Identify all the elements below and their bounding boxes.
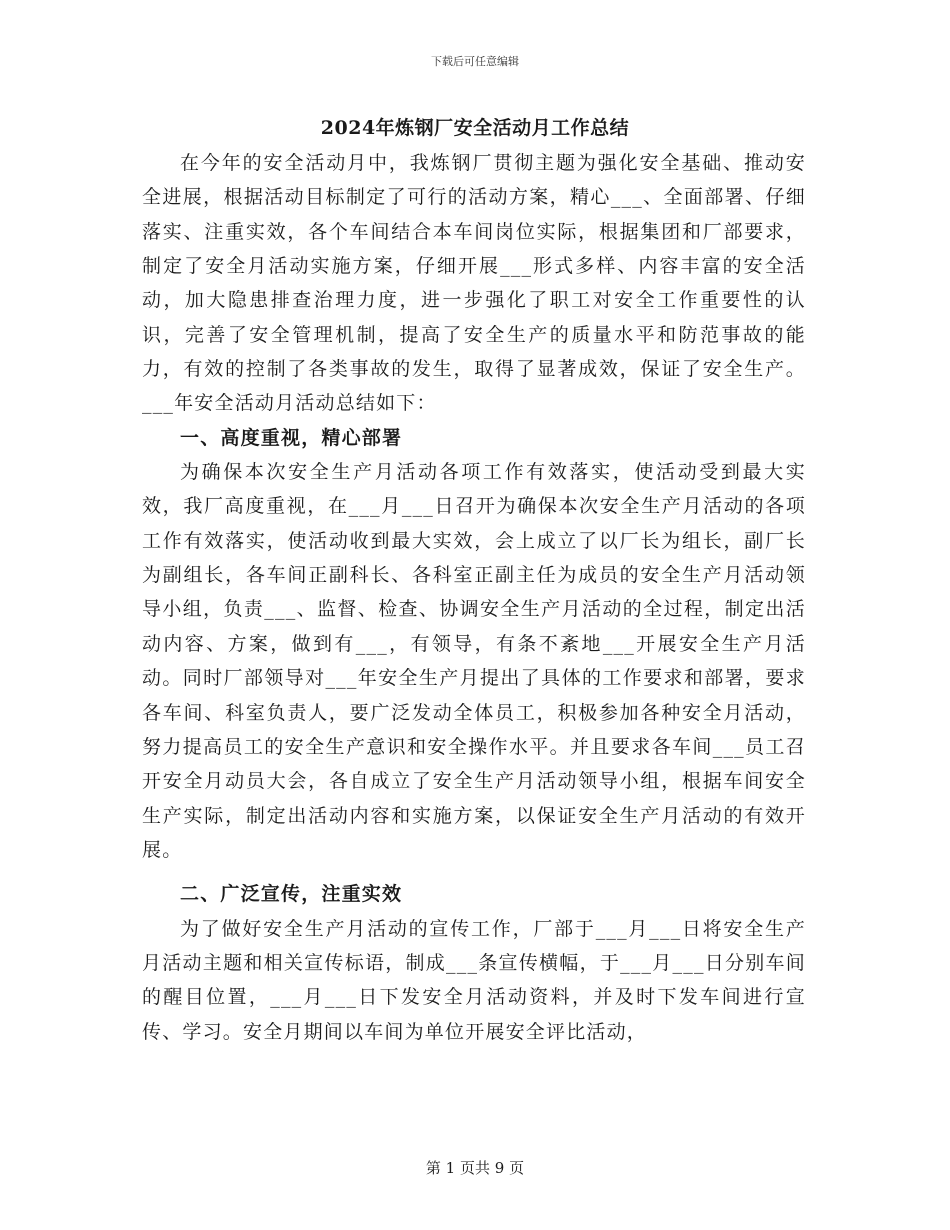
document-body xyxy=(142,146,806,1049)
page-header-note: 下载后可任意编辑 xyxy=(431,55,519,68)
section-1-paragraph: 为确保本次安全生产月活动各项工作有效落实，使活动受到最大实效，我厂高度重视，在___月___日召开为确保本次安全生产月活动的各项工作有效落实，使活动收到最大实效，会上成立了以厂长为组长，副厂长为副组长，各车间正副科长、各科室正副主任为成员的安全生产月活动领导小组，负责___、监督、检查、协调安全生产月活动的全过程，制定出活动内容、方案，做到有___，有领导，有条不紊地___开展安全生产月活动。同时厂部领导对___年安全生产月提出了具体的工作要求和部署，要求各车间、科室负责人，要广泛发动全体员工，积极参加各种安全月活动，努力提高员工的安全生产意识和安全操作水平。并且要求各车间___员工召开安全月动员大会，各自成立了安全生产月活动领导小组，根据车间安全生产实际，制定出活动内容和实施方案，以保证安全生产月活动的有效开展。 xyxy=(142,461,806,861)
intro-paragraph: 在今年的安全活动月中，我炼钢厂贯彻主题为强化安全基础、推动安全进展，根据活动目标制定了可行的活动方案，精心___、全面部署、仔细落实、注重实效，各个车间结合本车间岗位实际，根据集团和厂部要求，制定了安全月活动实施方案，仔细开展___形式多样、内容丰富的安全活动，加大隐患排查治理力度，进一步强化了职工对安全工作重要性的认识，完善了安全管理机制，提高了安全生产的质量水平和防范事故的能力，有效的控制了各类事故的发生，取得了显著成效，保证了安全生产。___年安全活动月活动总结如下： xyxy=(142,152,806,415)
section-2-paragraph: 为了做好安全生产月活动的宣传工作，厂部于___月___日将安全生产月活动主题和相关宣传标语，制成___条宣传横幅，于___月___日分别车间的醒目位置，___月___日下发安全月活动资料，并及时下发车间进行宣传、学习。安全月期间以车间为单位开展安全评比活动， xyxy=(142,917,806,1043)
section-heading-1: 一、高度重视，精心部署 xyxy=(180,426,403,449)
section-heading-2: 二、广泛宣传，注重实效 xyxy=(180,883,403,906)
page-number: 第 1 页共 9 页 xyxy=(425,1159,525,1177)
document-title: 2024年炼钢厂安全活动月工作总结 xyxy=(320,117,630,139)
